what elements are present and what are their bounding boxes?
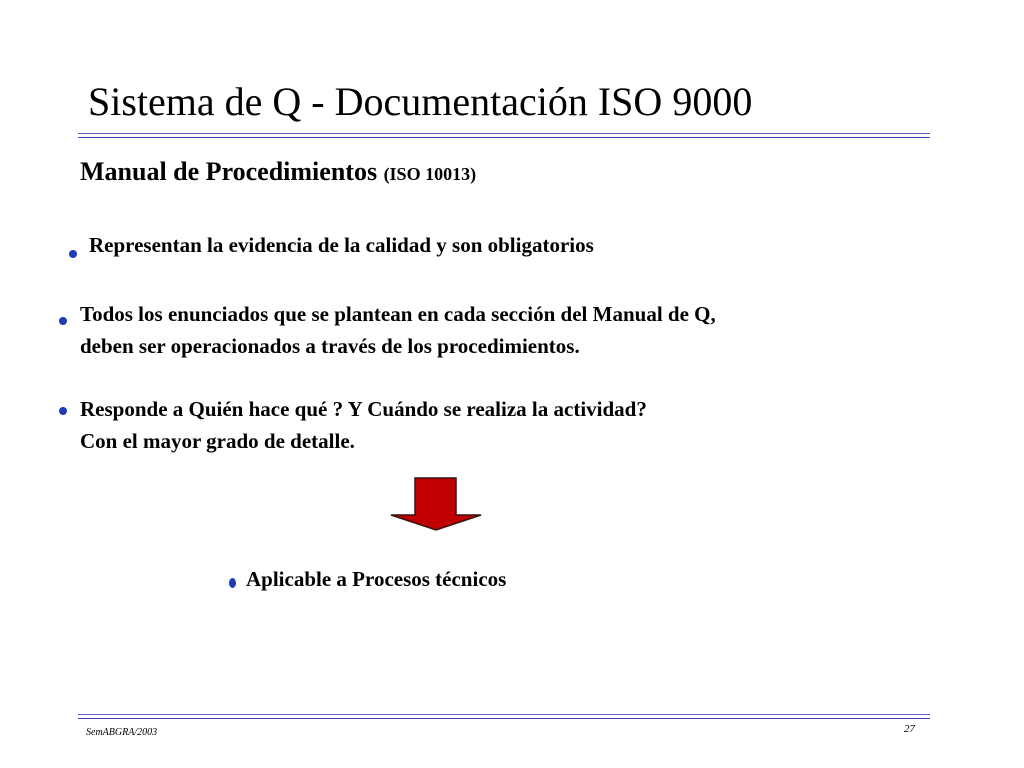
conclusion-text: Aplicable a Procesos técnicos: [246, 567, 507, 591]
bullet-dot-icon: [229, 578, 236, 588]
bullet-text: [89, 229, 594, 261]
bullet-dot-icon: [59, 407, 67, 415]
subtitle-note: (ISO 10013): [383, 164, 477, 184]
subtitle: [80, 155, 476, 191]
bullet-line: Responde a Quién hace qué ? Y Cuándo se realiza la actividad?: [80, 397, 647, 421]
bullet-dot-icon: [69, 250, 77, 258]
bullet-line: Todos los enunciados que se plantean en cada sección del Manual de Q,: [80, 302, 716, 326]
bullet-dot-icon: [59, 317, 67, 325]
bullet-text: [80, 393, 647, 457]
slide-title: Sistema de Q - Documentación ISO 9000: [88, 79, 753, 124]
title-rule: [78, 133, 930, 138]
page-number: 27: [904, 723, 915, 735]
footer-rule: [78, 714, 930, 719]
down-arrow-icon: [389, 477, 483, 531]
bullet-line: deben ser operacionados a través de los procedimientos.: [80, 334, 580, 358]
bullet-line: Con el mayor grado de detalle.: [80, 429, 355, 453]
footer-source: SemABGRA/2003: [86, 727, 158, 738]
subtitle-text: Manual de Procedimientos: [80, 157, 378, 186]
bullet-text: [80, 298, 716, 362]
bullet-line: Representan la evidencia de la calidad y son obligatorios: [89, 233, 594, 257]
